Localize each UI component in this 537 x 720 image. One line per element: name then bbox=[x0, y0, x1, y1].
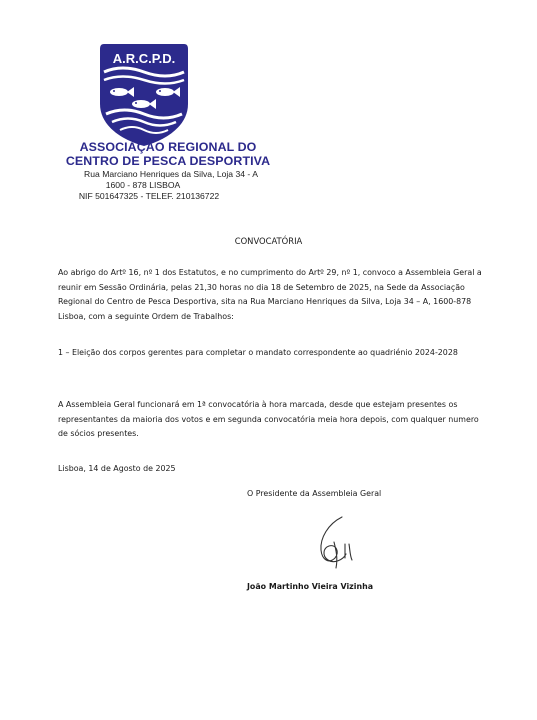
org-name-line1: ASSOCIAÇÃO REGIONAL DO bbox=[79, 140, 257, 154]
handwritten-signature bbox=[312, 514, 356, 570]
logo-text: A.R.C.P.D. bbox=[112, 51, 176, 66]
org-address-line1: Rua Marciano Henriques da Silva, Loja 34 - A bbox=[84, 169, 258, 179]
document-title: CONVOCATÓRIA bbox=[234, 236, 303, 246]
org-name-line2: CENTRO DE PESCA DESPORTIVA bbox=[65, 154, 271, 168]
arcpd-logo bbox=[98, 42, 190, 148]
signer-title: O Presidente da Assembleia Geral bbox=[247, 489, 382, 498]
quorum-paragraph: A Assembleia Geral funcionará em 1ª convocatória à hora marcada, desde que estejam presentes os representantes da maioria dos votos e em segunda convocatória meia hora depois, com qualquer numero de sócios presentes. bbox=[58, 400, 479, 439]
place-date: Lisboa, 14 de Agosto de 2025 bbox=[58, 464, 176, 473]
org-contact-line: NIF 501647325 - TELEF. 210136722 bbox=[78, 191, 220, 201]
signer-name: João Martinho Vieira Vizinha bbox=[247, 582, 374, 591]
agenda-item: 1 – Eleição dos corpos gerentes para completar o mandato correspondente ao quadriénio 2024-2028 bbox=[58, 348, 458, 357]
intro-paragraph: Ao abrigo do Artº 16, nº 1 dos Estatutos, e no cumprimento do Artº 29, nº 1, convoco a Assembleia Geral a reunir em Sessão Ordinária, pelas 21,30 horas no dia 18 de Setembro de 2025, na Sede da Associação Regional do Centro de Pesca Desportiva, sita na Rua Marciano Henriques da Silva, Loja 34 – A, 1600-878 Lisboa, com a seguinte Ordem de Trabalhos: bbox=[58, 268, 482, 321]
org-address-line2: 1600 - 878 LISBOA bbox=[105, 180, 181, 190]
